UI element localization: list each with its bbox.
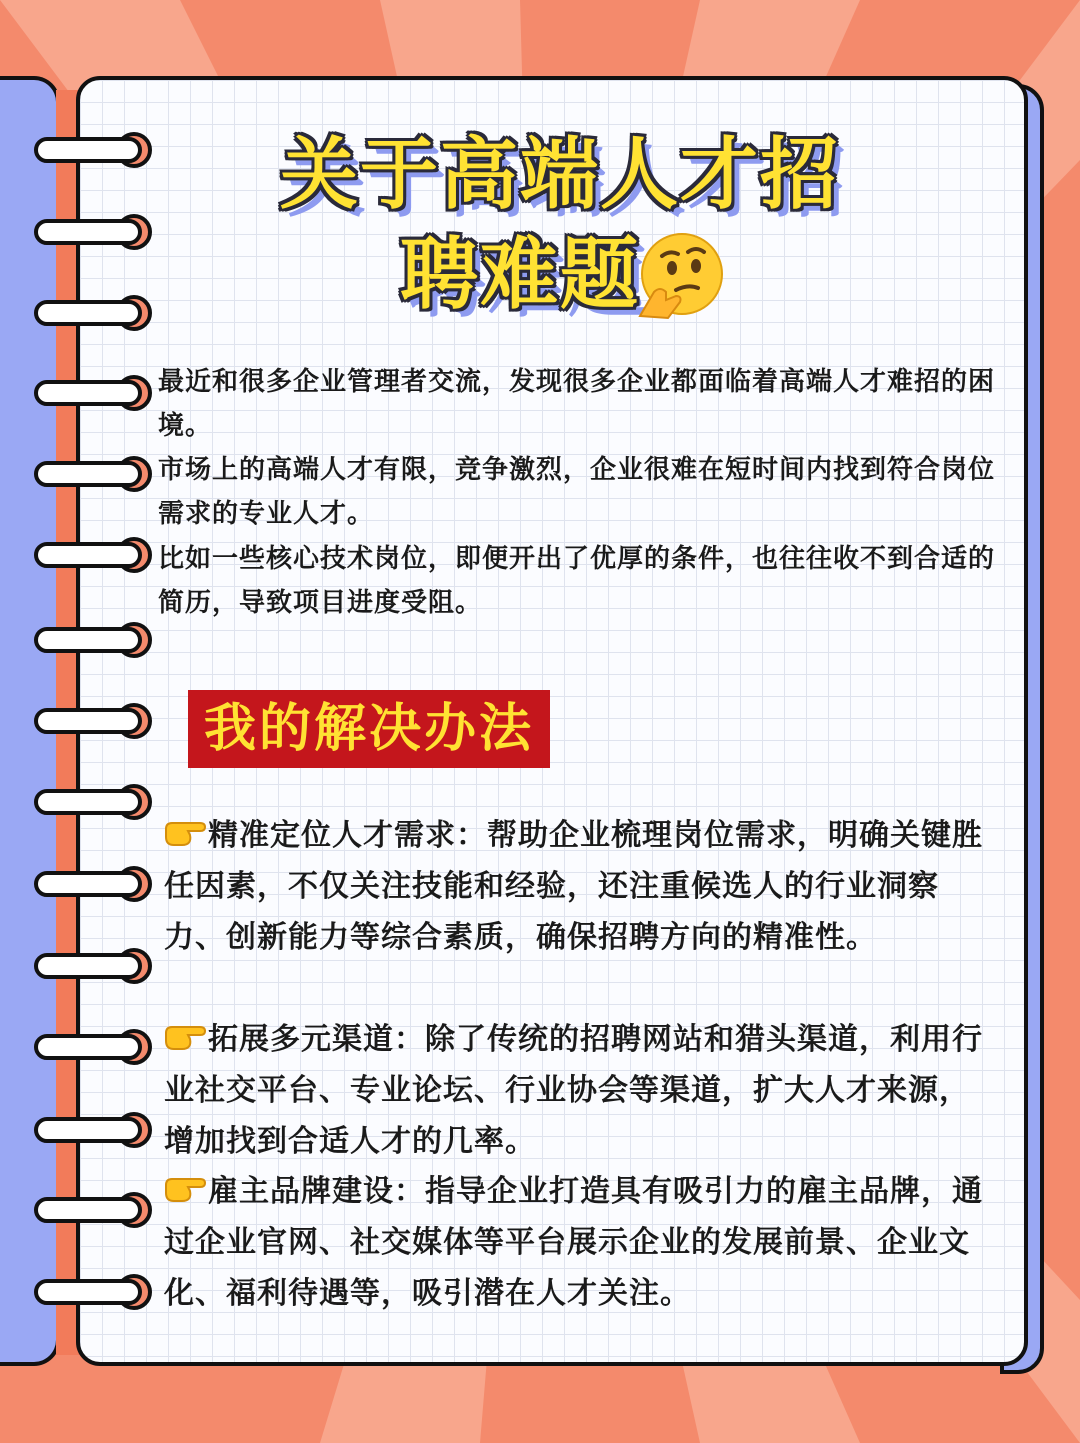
pointing-hand-icon bbox=[164, 1019, 206, 1053]
solution-item-2 bbox=[164, 1014, 998, 1167]
solution-item-1-text: 精准定位人才需求：帮助企业梳理岗位需求，明确关键胜任因素，不仅关注技能和经验，还注重候选人的行业洞察力、创新能力等综合素质，确保招聘方向的精准性。 bbox=[164, 818, 983, 955]
binder-ring bbox=[36, 539, 150, 571]
solution-item-3 bbox=[164, 1166, 998, 1319]
page-title-line-1: 关于高端人才招 bbox=[279, 130, 840, 220]
intro-paragraph-3: 比如一些核心技术岗位，即便开出了优厚的条件，也往往收不到合适的简历，导致项目进度受阻。 bbox=[158, 544, 996, 618]
solutions-heading-box bbox=[188, 690, 550, 768]
binder-ring bbox=[36, 950, 150, 982]
binder-rings bbox=[0, 0, 180, 1443]
intro-paragraph-1: 最近和很多企业管理者交流，发现很多企业都面临着高端人才难招的困境。 bbox=[158, 367, 996, 441]
binder-ring bbox=[36, 1194, 150, 1226]
binder-ring bbox=[36, 868, 150, 900]
binder-ring bbox=[36, 1276, 150, 1308]
solution-item-3-text: 雇主品牌建设：指导企业打造具有吸引力的雇主品牌，通过企业官网、社交媒体等平台展示企业的发展前景、企业文化、福利待遇等，吸引潜在人才关注。 bbox=[164, 1174, 983, 1311]
binder-ring bbox=[36, 1114, 150, 1146]
binder-ring bbox=[36, 458, 150, 490]
binder-ring bbox=[36, 1031, 150, 1063]
binder-ring bbox=[36, 786, 150, 818]
binder-ring bbox=[36, 705, 150, 737]
page-title-line-2 bbox=[120, 230, 1000, 320]
thinking-face-icon bbox=[632, 230, 724, 322]
intro-paragraph-2: 市场上的高端人才有限，竞争激烈，企业很难在短时间内找到符合岗位需求的专业人才。 bbox=[158, 455, 996, 529]
pointing-hand-icon bbox=[164, 1171, 206, 1205]
solution-item-2-text: 拓展多元渠道：除了传统的招聘网站和猎头渠道，利用行业社交平台、专业论坛、行业协会等渠道，扩大人才来源，增加找到合适人才的几率。 bbox=[164, 1022, 983, 1159]
pointing-hand-icon bbox=[164, 815, 206, 849]
binder-ring bbox=[36, 624, 150, 656]
binder-ring bbox=[36, 377, 150, 409]
page-title-line-2-text: 聘难题 bbox=[399, 230, 640, 320]
solutions-heading: 我的解决办法 bbox=[203, 699, 534, 759]
solution-item-1 bbox=[164, 810, 998, 963]
